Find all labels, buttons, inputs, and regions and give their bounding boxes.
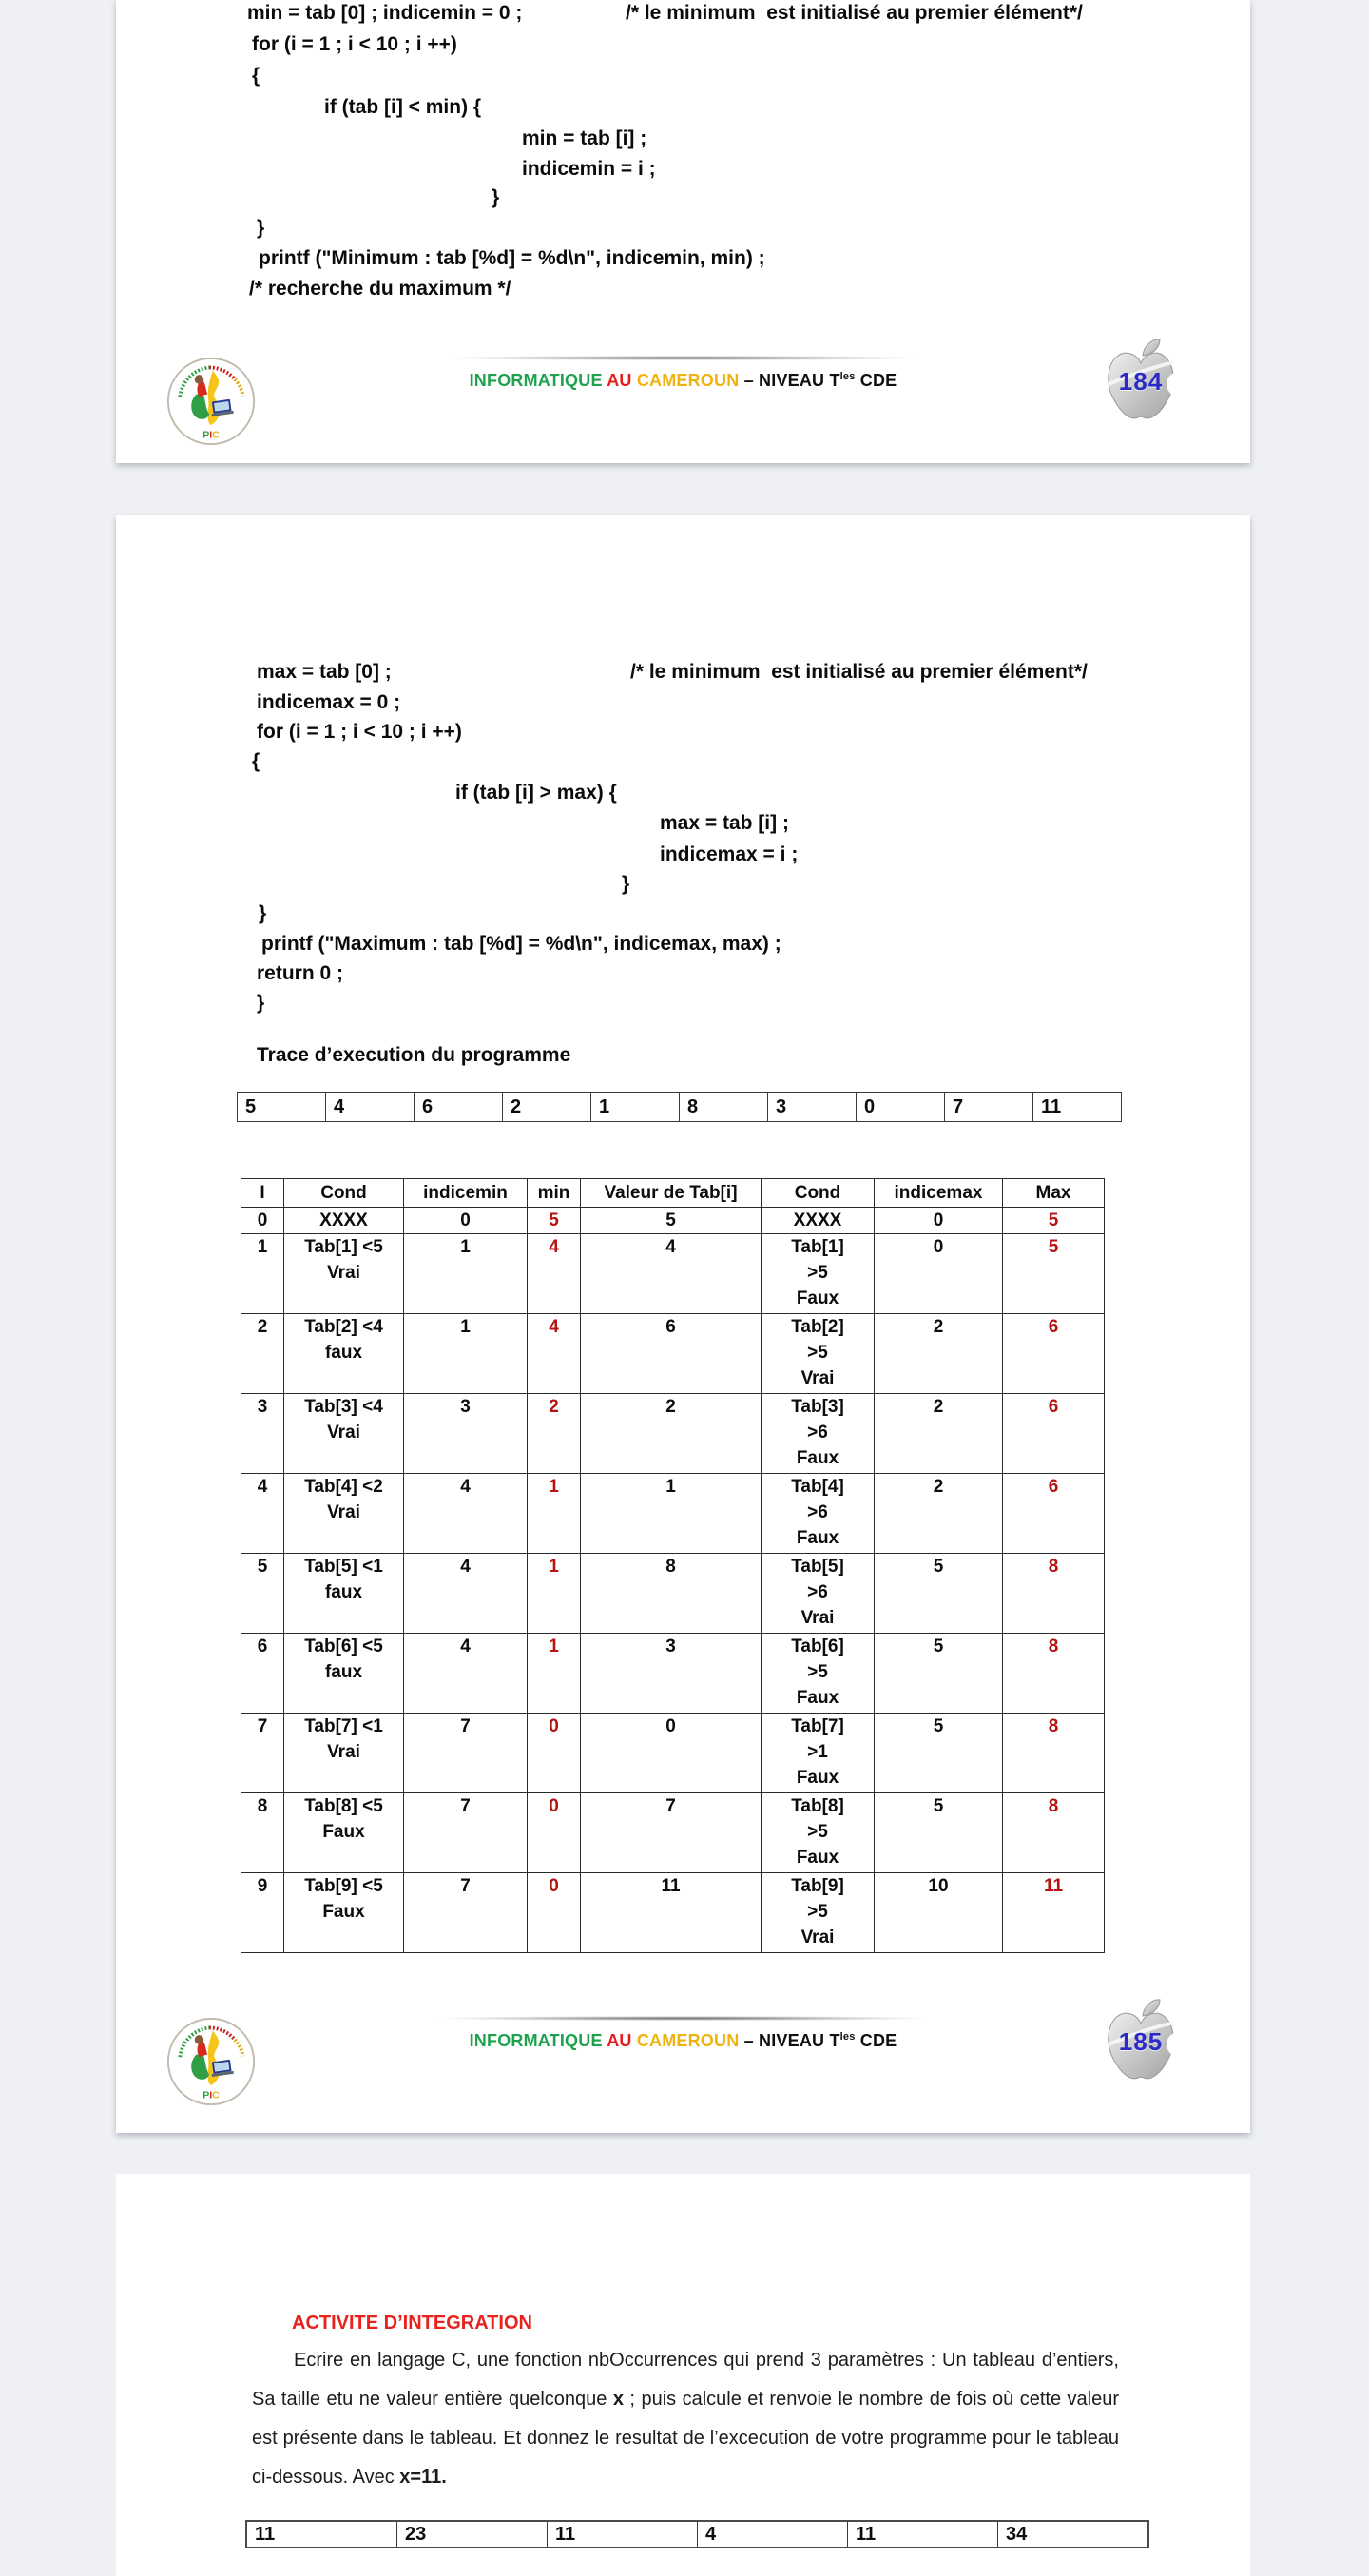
page-number: 185 <box>1118 2027 1164 2056</box>
apple-logo <box>1093 1995 1188 2090</box>
code-line: min = tab [0] ; indicemin = 0 ; <box>247 2 523 24</box>
code-line: for (i = 1 ; i < 10 ; i ++) <box>257 721 462 743</box>
trace-cell: 2 <box>875 1394 1003 1474</box>
table-cell: 5 <box>238 1093 326 1122</box>
footer-title-black: CDE <box>855 2031 897 2050</box>
footer-title-black: CDE <box>855 371 897 390</box>
trace-cell: 8 <box>1003 1634 1105 1714</box>
code-line: printf ("Maximum : tab [%d] = %d\n", indicemax, max) ; <box>261 933 781 955</box>
trace-cell: Tab[6] >5 Faux <box>762 1634 875 1714</box>
trace-cell: 7 <box>581 1793 762 1873</box>
trace-cell: Tab[4] <2 Vrai <box>284 1474 404 1554</box>
footer-title-gold: CAMEROUN <box>636 371 744 390</box>
trace-cell: Tab[2] <4 faux <box>284 1314 404 1394</box>
trace-cell: 0 <box>528 1793 581 1873</box>
footer-title-sup: les <box>839 2031 856 2043</box>
trace-cell: Tab[4] >6 Faux <box>762 1474 875 1554</box>
trace-row <box>241 1234 1105 1314</box>
trace-cell: 11 <box>1003 1873 1105 1953</box>
page-footer <box>116 335 1250 463</box>
code-line: indicemax = 0 ; <box>257 691 401 713</box>
footer-title <box>116 371 1250 391</box>
code-line: } <box>257 217 265 239</box>
trace-cell: 9 <box>241 1873 284 1953</box>
trace-cell: Tab[3] >6 Faux <box>762 1394 875 1474</box>
code-line: max = tab [0] ; <box>257 661 392 683</box>
trace-cell: Tab[8] <5 Faux <box>284 1793 404 1873</box>
trace-cell: Tab[7] <1 Vrai <box>284 1714 404 1793</box>
table-cell: 11 <box>548 2521 698 2547</box>
table-row <box>246 2521 1148 2547</box>
footer-divider-line <box>436 2016 931 2021</box>
trace-cell: 5 <box>581 1208 762 1234</box>
code-line: min = tab [i] ; <box>522 127 647 149</box>
trace-cell: 6 <box>1003 1394 1105 1474</box>
trace-header-cell: indicemin <box>404 1179 528 1208</box>
trace-row <box>241 1394 1105 1474</box>
trace-cell: 0 <box>241 1208 284 1234</box>
trace-cell: 5 <box>1003 1208 1105 1234</box>
code-line: } <box>259 902 267 924</box>
trace-cell: 7 <box>404 1873 528 1953</box>
trace-cell: 6 <box>241 1634 284 1714</box>
trace-cell: 2 <box>875 1474 1003 1554</box>
table-cell: 8 <box>680 1093 768 1122</box>
trace-cell: XXXX <box>762 1208 875 1234</box>
footer-title-red: AU <box>607 2031 637 2050</box>
trace-row <box>241 1793 1105 1873</box>
array-values-table <box>237 1092 1122 1122</box>
table-cell: 3 <box>768 1093 857 1122</box>
badge-pic-text: PIC <box>202 429 220 441</box>
code-line: { <box>252 750 260 772</box>
table-cell: 34 <box>998 2521 1149 2547</box>
trace-cell: 3 <box>581 1634 762 1714</box>
trace-cell: 3 <box>404 1394 528 1474</box>
table-cell: 2 <box>503 1093 591 1122</box>
trace-cell: 5 <box>1003 1234 1105 1314</box>
trace-cell: 2 <box>528 1394 581 1474</box>
trace-cell: Tab[7] >1 Faux <box>762 1714 875 1793</box>
trace-cell: 4 <box>404 1554 528 1634</box>
trace-cell: 7 <box>404 1793 528 1873</box>
trace-cell: 1 <box>404 1314 528 1394</box>
trace-header-cell: I <box>241 1179 284 1208</box>
trace-cell: 11 <box>581 1873 762 1953</box>
trace-header-cell: indicemax <box>875 1179 1003 1208</box>
trace-row <box>241 1634 1105 1714</box>
footer-title-sup: les <box>839 371 856 382</box>
trace-cell: Tab[1] >5 Faux <box>762 1234 875 1314</box>
code-comment: /* le minimum est initialisé au premier élément*/ <box>630 661 1088 683</box>
trace-cell: 8 <box>581 1554 762 1634</box>
badge-figure-head <box>195 2035 204 2044</box>
trace-header-cell: Cond <box>284 1179 404 1208</box>
trace-cell: 1 <box>581 1474 762 1554</box>
code-line: if (tab [i] > max) { <box>455 782 617 804</box>
table-cell: 11 <box>246 2521 397 2547</box>
trace-cell: Tab[9] <5 Faux <box>284 1873 404 1953</box>
trace-cell: Tab[3] <4 Vrai <box>284 1394 404 1474</box>
trace-cell: 0 <box>528 1873 581 1953</box>
trace-cell: 6 <box>1003 1314 1105 1394</box>
footer-title-red: AU <box>607 371 637 390</box>
table-cell: 7 <box>945 1093 1033 1122</box>
trace-row <box>241 1714 1105 1793</box>
trace-cell: 3 <box>241 1394 284 1474</box>
page-185 <box>116 515 1250 2133</box>
badge-figure-head <box>195 375 204 384</box>
trace-row <box>241 1314 1105 1394</box>
trace-cell: Tab[1] <5 Vrai <box>284 1234 404 1314</box>
page-184 <box>116 0 1250 463</box>
trace-cell: 2 <box>241 1314 284 1394</box>
trace-cell: Tab[2] >5 Vrai <box>762 1314 875 1394</box>
trace-cell: 7 <box>404 1714 528 1793</box>
code-line: { <box>252 65 260 87</box>
code-line: } <box>257 992 265 1014</box>
trace-cell: 0 <box>875 1234 1003 1314</box>
trace-cell: 5 <box>875 1793 1003 1873</box>
trace-cell: 2 <box>875 1314 1003 1394</box>
table-cell: 1 <box>591 1093 680 1122</box>
trace-title: Trace d’execution du programme <box>257 1044 571 1066</box>
apple-logo <box>1093 335 1188 430</box>
trace-row <box>241 1873 1105 1953</box>
table-cell: 6 <box>415 1093 503 1122</box>
trace-cell: 5 <box>875 1554 1003 1634</box>
code-line: return 0 ; <box>257 962 344 984</box>
trace-cell: Tab[5] <1 faux <box>284 1554 404 1634</box>
trace-cell: 0 <box>404 1208 528 1234</box>
pic-logo <box>165 2016 257 2107</box>
table-cell: 11 <box>1033 1093 1122 1122</box>
page-number: 184 <box>1118 367 1164 396</box>
badge-laptop-icon <box>210 399 234 416</box>
pic-logo <box>165 356 257 447</box>
trace-cell: 6 <box>581 1314 762 1394</box>
code-line: indicemin = i ; <box>522 158 656 180</box>
page-footer <box>116 1995 1250 2123</box>
trace-cell: 8 <box>1003 1714 1105 1793</box>
code-line: max = tab [i] ; <box>660 812 789 834</box>
trace-row <box>241 1554 1105 1634</box>
trace-row <box>241 1208 1105 1234</box>
trace-cell: 8 <box>1003 1793 1105 1873</box>
trace-cell: 4 <box>581 1234 762 1314</box>
activity-paragraph: Ecrire en langage C, une fonction nbOccurrences qui prend 3 paramètres : Un tableau d’entiers, Sa taille etu ne valeur entière quelconque x ; puis calcule et renvoie le nombre de fois où cette valeur est présente dans le tableau. Et donnez le resultat de l’excecution de votre programme pour le tableau ci-dessous. Avec x=11. <box>252 2350 1119 2488</box>
trace-cell: 4 <box>528 1234 581 1314</box>
code-line: } <box>492 186 500 208</box>
trace-cell: 4 <box>404 1634 528 1714</box>
trace-cell: Tab[8] >5 Faux <box>762 1793 875 1873</box>
trace-cell: 7 <box>241 1714 284 1793</box>
activity-heading: ACTIVITE D’INTEGRATION <box>292 2313 532 2334</box>
trace-cell: 4 <box>404 1474 528 1554</box>
table-cell: 23 <box>397 2521 548 2547</box>
trace-header-cell: min <box>528 1179 581 1208</box>
code-line: for (i = 1 ; i < 10 ; i ++) <box>252 33 457 55</box>
footer-title-green: INFORMATIQUE <box>469 2031 607 2050</box>
table-cell: 4 <box>326 1093 415 1122</box>
trace-header-cell: Max <box>1003 1179 1105 1208</box>
table-cell: 0 <box>857 1093 945 1122</box>
trace-cell: 0 <box>581 1714 762 1793</box>
trace-header-cell: Cond <box>762 1179 875 1208</box>
trace-cell: 4 <box>241 1474 284 1554</box>
trace-cell: 5 <box>875 1634 1003 1714</box>
code-comment: /* le minimum est initialisé au premier élément*/ <box>626 2 1083 24</box>
trace-cell: Tab[6] <5 faux <box>284 1634 404 1714</box>
trace-cell: 5 <box>241 1554 284 1634</box>
trace-table <box>241 1178 1105 1953</box>
trace-header-row <box>241 1179 1105 1208</box>
trace-cell: 6 <box>1003 1474 1105 1554</box>
footer-title-black: – NIVEAU T <box>743 371 840 390</box>
trace-cell: 1 <box>528 1554 581 1634</box>
footer-title <box>116 2031 1250 2051</box>
trace-cell: 5 <box>528 1208 581 1234</box>
table-row <box>238 1093 1122 1122</box>
trace-cell: 10 <box>875 1873 1003 1953</box>
trace-row <box>241 1474 1105 1554</box>
trace-cell: 5 <box>875 1714 1003 1793</box>
trace-cell: 0 <box>528 1714 581 1793</box>
trace-cell: Tab[9] >5 Vrai <box>762 1873 875 1953</box>
trace-cell: 4 <box>528 1314 581 1394</box>
badge-laptop-icon <box>210 2060 234 2077</box>
code-line: indicemax = i ; <box>660 843 799 865</box>
footer-title-green: INFORMATIQUE <box>469 371 607 390</box>
trace-cell: 8 <box>241 1793 284 1873</box>
badge-pic-text: PIC <box>202 2089 220 2101</box>
trace-header-cell: Valeur de Tab[i] <box>581 1179 762 1208</box>
trace-cell: 1 <box>241 1234 284 1314</box>
trace-cell: 8 <box>1003 1554 1105 1634</box>
code-line: printf ("Minimum : tab [%d] = %d\n", indicemin, min) ; <box>259 247 765 269</box>
trace-cell: 1 <box>404 1234 528 1314</box>
occurrence-table <box>245 2520 1149 2548</box>
page-186 <box>116 2174 1250 2576</box>
footer-title-gold: CAMEROUN <box>636 2031 744 2050</box>
trace-cell: Tab[5] >6 Vrai <box>762 1554 875 1634</box>
trace-cell: 0 <box>875 1208 1003 1234</box>
footer-title-black: – NIVEAU T <box>743 2031 840 2050</box>
table-cell: 4 <box>698 2521 848 2547</box>
trace-cell: 1 <box>528 1474 581 1554</box>
footer-divider-line <box>436 356 931 360</box>
table-cell: 11 <box>848 2521 998 2547</box>
code-line: } <box>622 873 630 895</box>
trace-cell: 2 <box>581 1394 762 1474</box>
code-line: if (tab [i] < min) { <box>324 96 482 118</box>
code-comment: /* recherche du maximum */ <box>249 278 511 300</box>
trace-cell: XXXX <box>284 1208 404 1234</box>
trace-cell: 1 <box>528 1634 581 1714</box>
